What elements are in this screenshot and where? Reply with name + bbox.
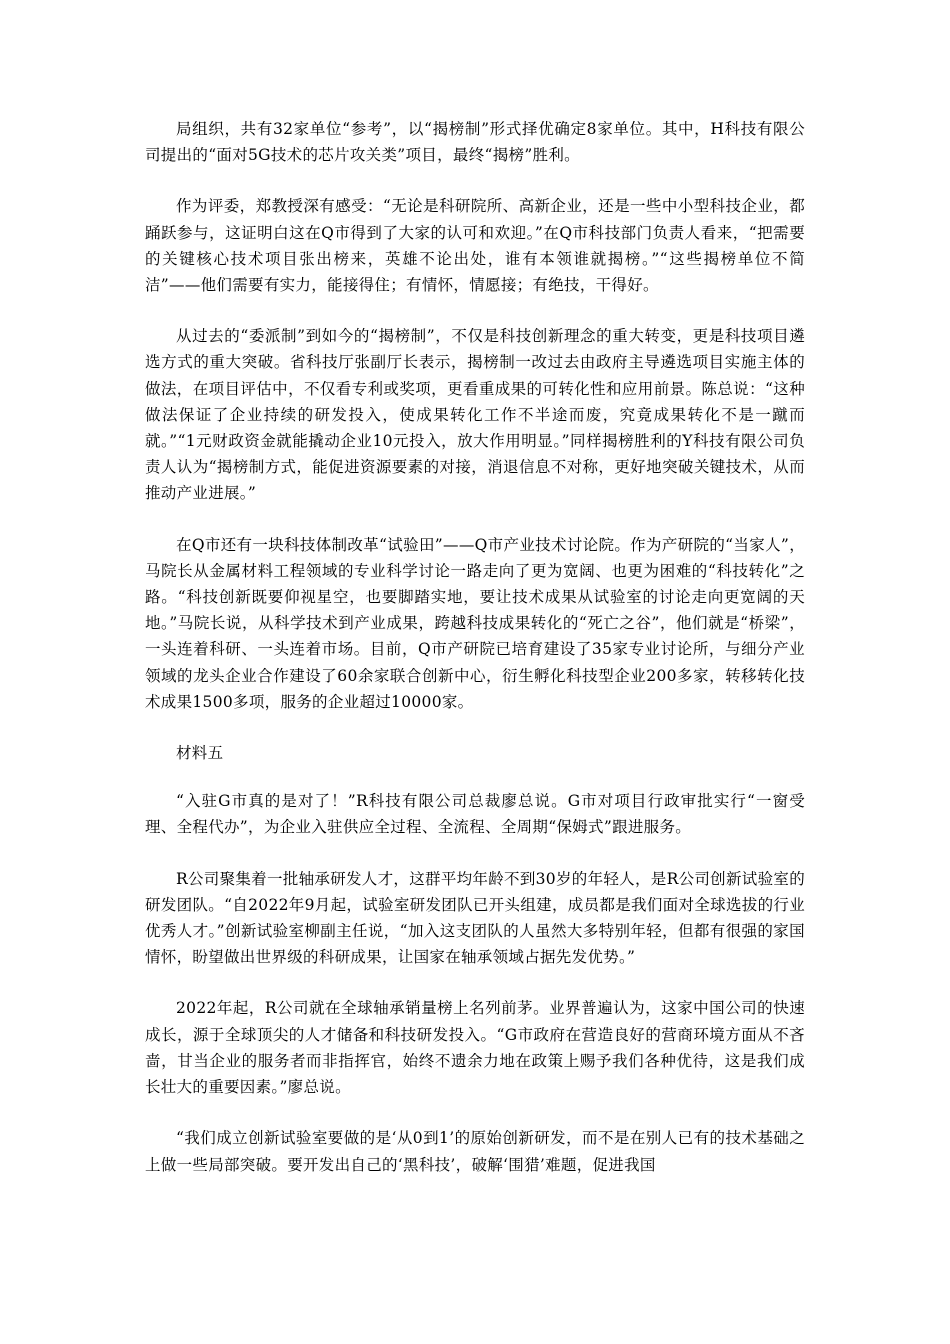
section-heading-material-five: 材料五 xyxy=(176,744,224,763)
paragraph-mechanism-change: 从过去的“委派制”到如今的“揭榜制”，不仅是科技创新理念的重大转变，更是科技项目遴选方式的重大突破。省科技厅张副厅长表示，揭榜制一改过去由政府主导遴选项目实施主体的做法，在项目评估中，不仅看专利或奖项，更看重成果的可转化性和应用前景。陈总说：“这种做法保证了企业持续的研发投入，使成果转化工作不半途而废，究竟成果转化不是一蹴而就。”“1元财政资金就能撬动企业10元投入，放大作用明显。”同样揭榜胜利的Y科技有限公司负责人认为“揭榜制方式，能促进资源要素的对接，消退信息不对称，更好地突破关键技术，从而推动产业进展。” xyxy=(145,327,805,503)
paragraph-judge-comments: 作为评委，郑教授深有感受：“无论是科研院所、高新企业，还是一些中小型科技企业，都踊跃参与，这证明白这在Q市得到了大家的认可和欢迎。”在Q市科技部门负责人看来，“把需要的关键核心技术项目张出榜来，英雄不论出处，谁有本领谁就揭榜。”“这些揭榜单位不简洁”——他们需要有实力，能接得住；有情怀，情愿接；有绝技，干得好。 xyxy=(145,197,805,295)
paragraph-company-settlement: “入驻G市真的是对了！”R科技有限公司总裁廖总说。G市对项目行政审批实行“一窗受理、全程代办”，为企业入驻供应全过程、全流程、全周期“保姆式”跟进服务。 xyxy=(145,792,805,837)
paragraph-original-innovation: “我们成立创新试验室要做的是‘从0到1’的原始创新研发，而不是在别人已有的技术基础之上做一些局部突破。要开发出自己的‘黑科技’，破解‘围猎’难题，促进我国 xyxy=(145,1129,805,1174)
paragraph-unveiling-result: 局组织，共有32家单位“参考”，以“揭榜制”形式择优确定8家单位。其中，H科技有限公司提出的“面对5G技术的芯片攻关类”项目，最终“揭榜”胜利。 xyxy=(145,120,805,165)
paragraph-research-institute: 在Q市还有一块科技体制改革“试验田”——Q市产业技术讨论院。作为产研院的“当家人”，马院长从金属材料工程领域的专业科学讨论一路走向了更为宽阔、也更为困难的“科技转化”之路。“科技创新既要仰视星空，也要脚踏实地，要让技术成果从试验室的讨论走向更宽阔的天地。”马院长说，从科学技术到产业成果，跨越科技成果转化的“死亡之谷”，他们就是“桥梁”，一头连着科研、一头连着市场。目前，Q市产研院已培育建设了35家专业讨论所，与细分产业领域的龙头企业合作建设了60余家联合创新中心，衍生孵化科技型企业200多家，转移转化技术成果1500多项，服务的企业超过10000家。 xyxy=(145,535,805,711)
paragraph-company-growth: 2022年起，R公司就在全球轴承销量榜上名列前茅。业界普遍认为，这家中国公司的快速成长，源于全球顶尖的人才储备和科技研发投入。“G市政府在营造良好的营商环境方面从不吝啬，甘当企业的服务者而非指挥官，始终不遗余力地在政策上赐予我们各种优待，这是我们成长壮大的重要因素。”廖总说。 xyxy=(145,999,805,1097)
document-page xyxy=(145,116,805,1203)
paragraph-rd-team: R公司聚集着一批轴承研发人才，这群平均年龄不到30岁的年轻人，是R公司创新试验室的研发团队。“自2022年9月起，试验室研发团队已开头组建，成员都是我们面对全球选拔的行业优秀人才。”创新试验室柳副主任说，“加入这支团队的人虽然大多特别年轻，但都有很强的家国情怀，盼望做出世界级的科研成果，让国家在轴承领域占据先发优势。” xyxy=(145,869,805,967)
